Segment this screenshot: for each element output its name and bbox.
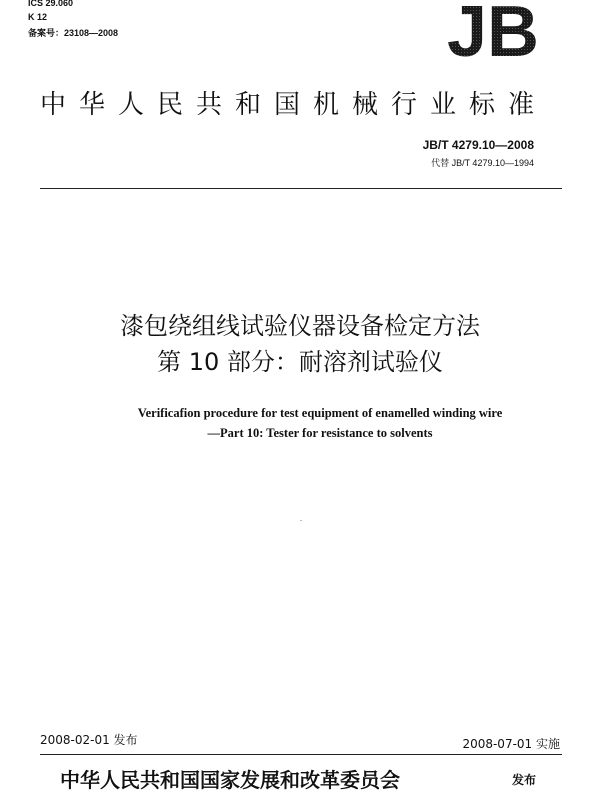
ics-code: ICS 29.060 (28, 0, 74, 8)
header-divider (40, 188, 562, 189)
industry-standard-title: 中华人民共和国机械行业标准 (40, 90, 548, 120)
record-number: 备案号：23108—2008 (28, 28, 119, 38)
publisher-name: 中华人民共和国国家发展和改革委员会 (60, 768, 400, 792)
logo-lettering: JB (446, 0, 540, 64)
implementation-date: 2008-07-01 实施 (462, 737, 560, 751)
standard-number: JB/T 4279.10—2008 (422, 138, 534, 152)
jb-logo (418, 0, 568, 64)
chinese-title-line-1: 漆包绕组线试验仪器设备检定方法 (120, 312, 480, 340)
english-title-line-2: —Part 10: Tester for resistance to solvents (207, 426, 433, 440)
publish-label: 发布 (512, 773, 537, 787)
category-code: K 12 (28, 12, 48, 22)
footer-divider (40, 754, 562, 755)
issue-date: 2008-02-01 发布 (40, 733, 138, 747)
scan-speck (300, 520, 302, 521)
replaces-standard: 代替 JB/T 4279.10—1994 (431, 158, 534, 168)
chinese-title-line-2: 第 10 部分：耐溶剂试验仪 (157, 348, 443, 376)
english-title-line-1: Verificafion procedure for test equipment of enamelled winding wire (137, 406, 503, 420)
